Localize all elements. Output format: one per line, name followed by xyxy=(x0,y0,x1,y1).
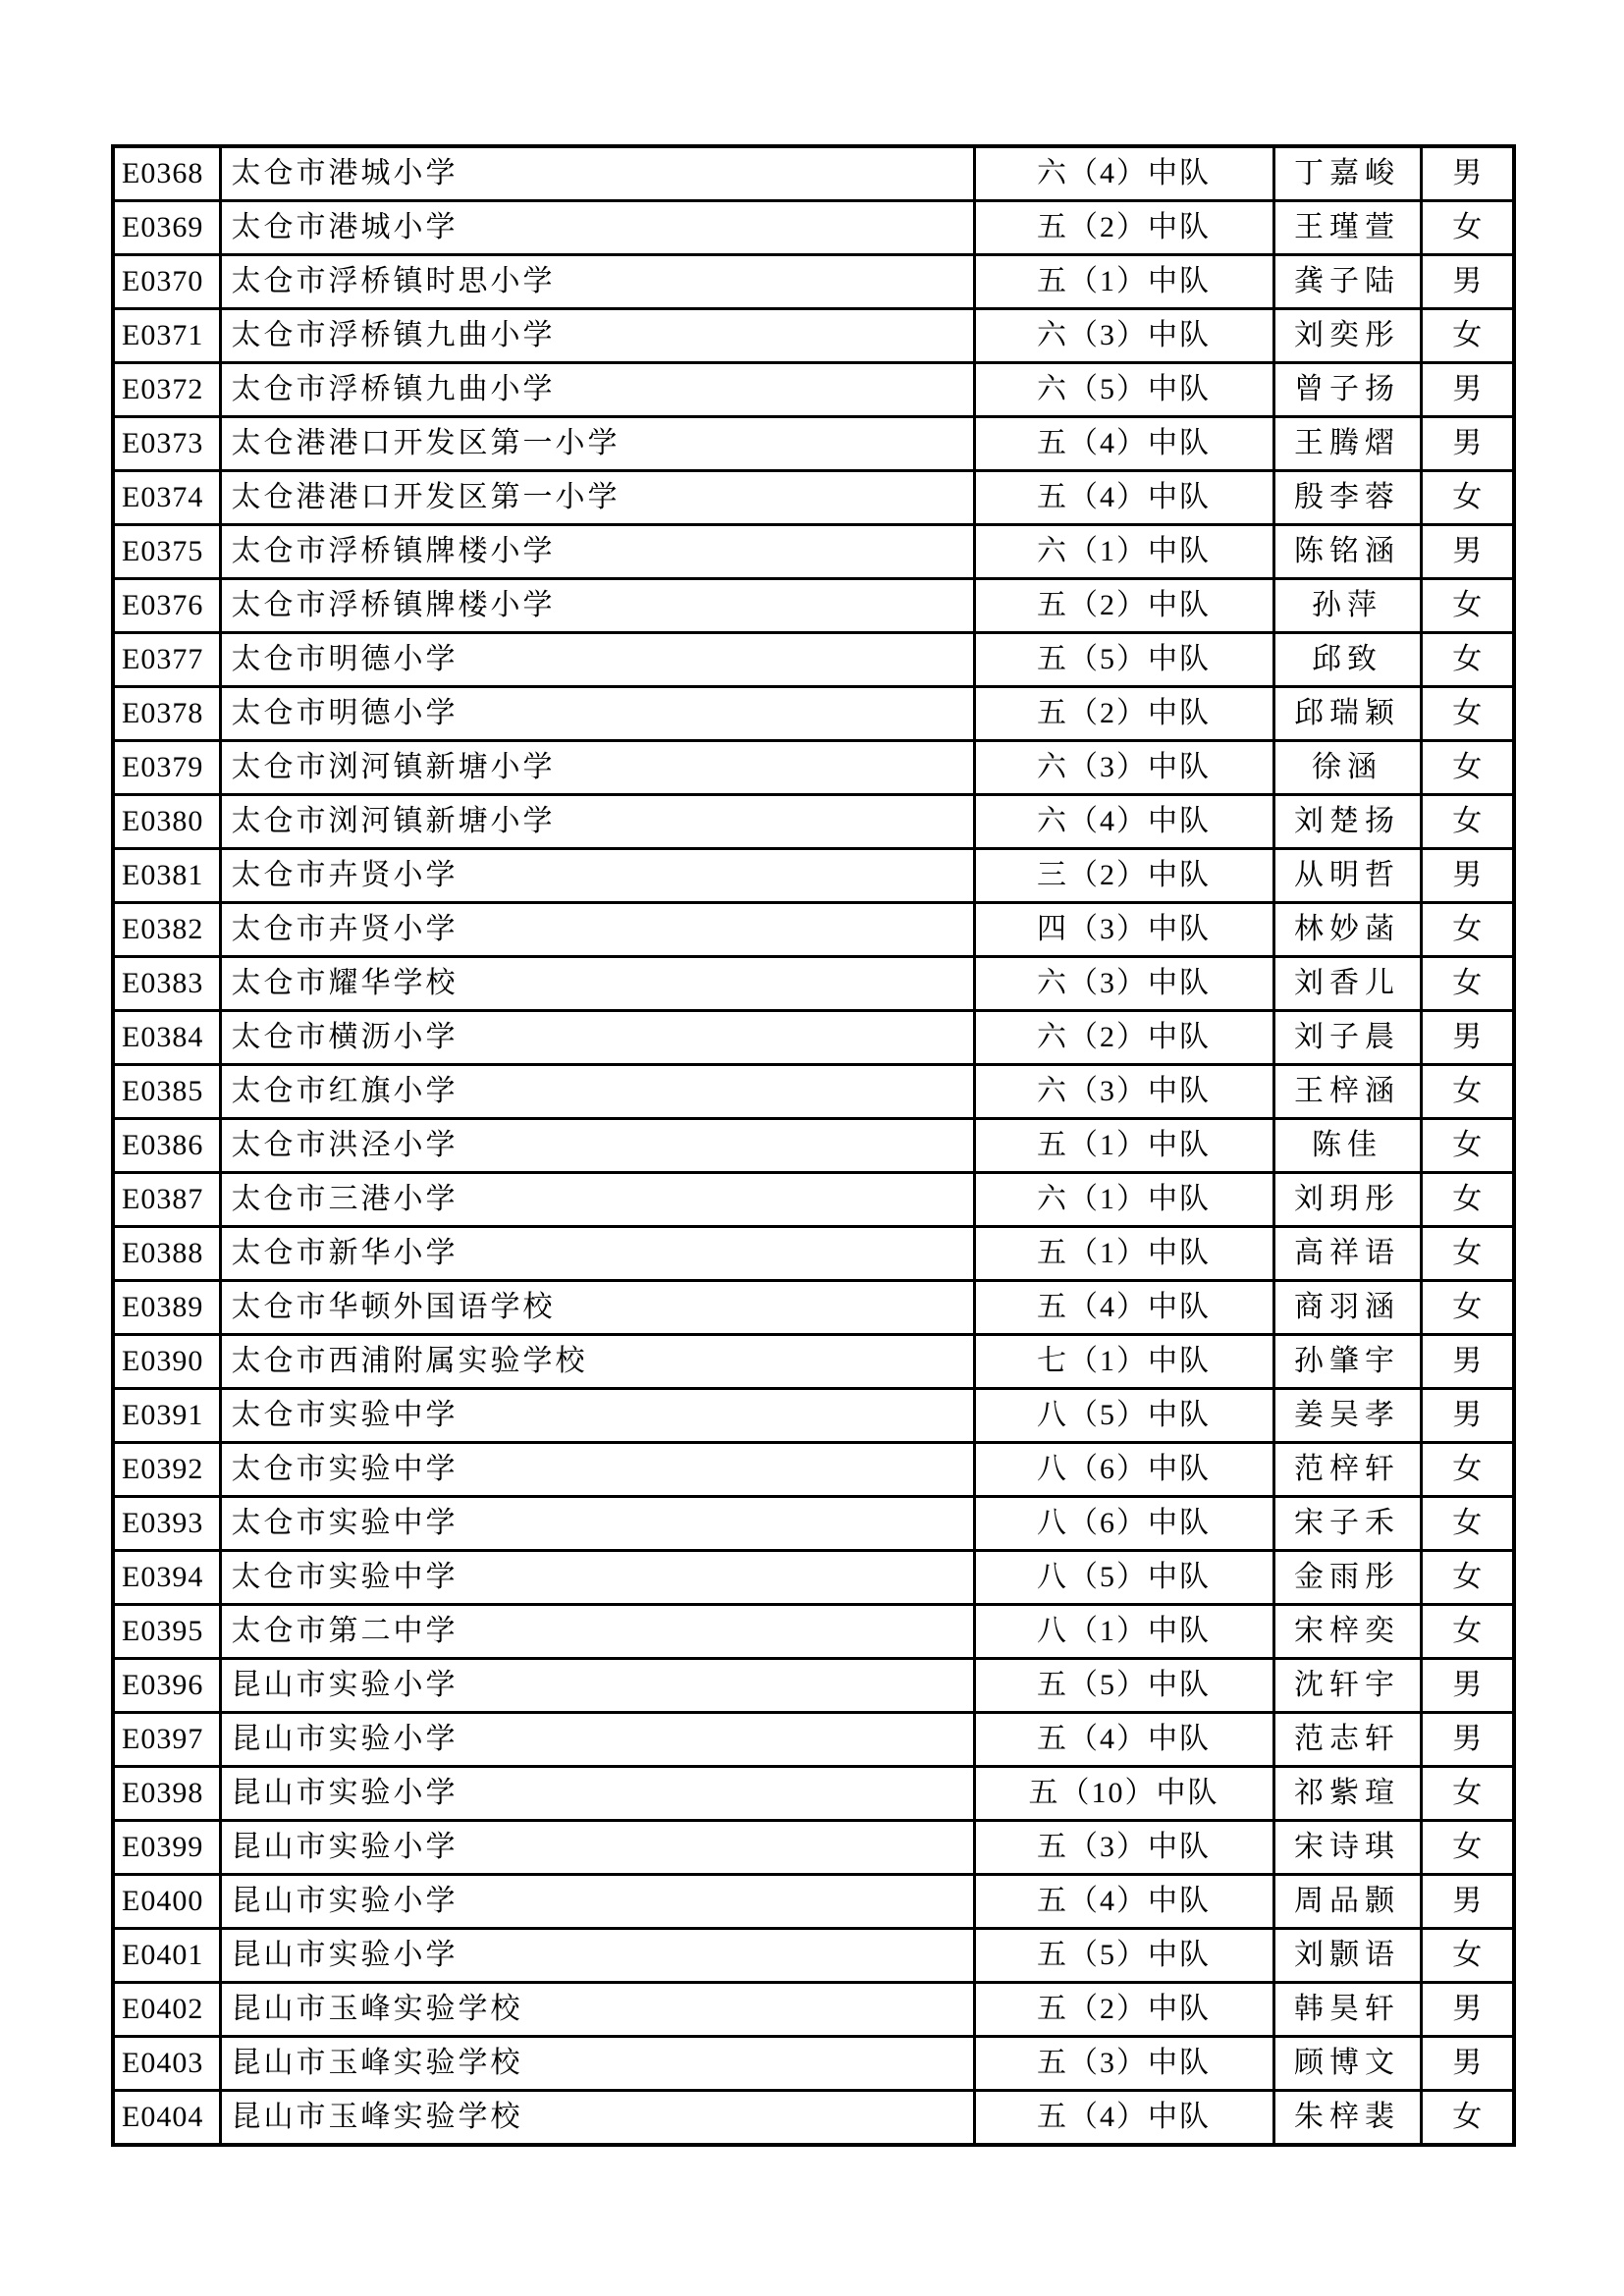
table-row xyxy=(113,471,1514,525)
table-row xyxy=(113,309,1514,363)
student-name-cell: 从明哲 xyxy=(1273,849,1421,903)
gender-cell: 女 xyxy=(1421,579,1514,633)
squad-cell: 五（1）中队 xyxy=(974,255,1273,309)
student-id-cell: E0404 xyxy=(113,2091,220,2146)
table-row xyxy=(113,1065,1514,1119)
table-row xyxy=(113,1767,1514,1821)
student-id-cell: E0376 xyxy=(113,579,220,633)
student-id-cell: E0369 xyxy=(113,201,220,255)
student-id-cell: E0397 xyxy=(113,1713,220,1767)
roster-table-body xyxy=(113,146,1514,2145)
student-id-cell: E0380 xyxy=(113,795,220,849)
student-name-cell: 朱梓裴 xyxy=(1273,2091,1421,2146)
student-id-cell: E0391 xyxy=(113,1389,220,1443)
table-row xyxy=(113,1929,1514,1983)
school-name-cell: 太仓市港城小学 xyxy=(220,201,974,255)
student-id-cell: E0382 xyxy=(113,903,220,957)
table-row xyxy=(113,1659,1514,1713)
table-row xyxy=(113,1011,1514,1065)
student-name-cell: 商羽涵 xyxy=(1273,1281,1421,1335)
table-row xyxy=(113,146,1514,201)
gender-cell: 女 xyxy=(1421,1929,1514,1983)
student-name-cell: 范志轩 xyxy=(1273,1713,1421,1767)
student-id-cell: E0368 xyxy=(113,146,220,201)
student-id-cell: E0395 xyxy=(113,1605,220,1659)
student-name-cell: 徐涵 xyxy=(1273,741,1421,795)
student-name-cell: 邱瑞颖 xyxy=(1273,687,1421,741)
gender-cell: 男 xyxy=(1421,1335,1514,1389)
student-id-cell: E0379 xyxy=(113,741,220,795)
gender-cell: 男 xyxy=(1421,1875,1514,1929)
school-name-cell: 昆山市实验小学 xyxy=(220,1713,974,1767)
student-name-cell: 邱致 xyxy=(1273,633,1421,687)
table-row xyxy=(113,903,1514,957)
table-row xyxy=(113,417,1514,471)
gender-cell: 女 xyxy=(1421,201,1514,255)
squad-cell: 五（2）中队 xyxy=(974,201,1273,255)
squad-cell: 三（2）中队 xyxy=(974,849,1273,903)
table-row xyxy=(113,687,1514,741)
gender-cell: 男 xyxy=(1421,1713,1514,1767)
student-id-cell: E0394 xyxy=(113,1551,220,1605)
squad-cell: 八（5）中队 xyxy=(974,1389,1273,1443)
student-id-cell: E0400 xyxy=(113,1875,220,1929)
school-name-cell: 太仓市浏河镇新塘小学 xyxy=(220,795,974,849)
squad-cell: 八（5）中队 xyxy=(974,1551,1273,1605)
squad-cell: 五（3）中队 xyxy=(974,2037,1273,2091)
squad-cell: 五（4）中队 xyxy=(974,1875,1273,1929)
school-name-cell: 太仓市实验中学 xyxy=(220,1497,974,1551)
school-name-cell: 昆山市实验小学 xyxy=(220,1821,974,1875)
squad-cell: 六（1）中队 xyxy=(974,525,1273,579)
student-id-cell: E0398 xyxy=(113,1767,220,1821)
table-row xyxy=(113,633,1514,687)
student-name-cell: 王梓涵 xyxy=(1273,1065,1421,1119)
table-row xyxy=(113,1875,1514,1929)
gender-cell: 女 xyxy=(1421,1065,1514,1119)
gender-cell: 男 xyxy=(1421,1011,1514,1065)
student-id-cell: E0384 xyxy=(113,1011,220,1065)
school-name-cell: 昆山市玉峰实验学校 xyxy=(220,1983,974,2037)
school-name-cell: 昆山市实验小学 xyxy=(220,1929,974,1983)
school-name-cell: 太仓市第二中学 xyxy=(220,1605,974,1659)
student-name-cell: 金雨彤 xyxy=(1273,1551,1421,1605)
school-name-cell: 昆山市实验小学 xyxy=(220,1875,974,1929)
squad-cell: 五（4）中队 xyxy=(974,1713,1273,1767)
squad-cell: 六（3）中队 xyxy=(974,309,1273,363)
student-name-cell: 刘子晨 xyxy=(1273,1011,1421,1065)
student-name-cell: 龚子陆 xyxy=(1273,255,1421,309)
squad-cell: 六（4）中队 xyxy=(974,146,1273,201)
student-name-cell: 曾子扬 xyxy=(1273,363,1421,417)
table-row xyxy=(113,1335,1514,1389)
gender-cell: 女 xyxy=(1421,687,1514,741)
school-name-cell: 太仓市华顿外国语学校 xyxy=(220,1281,974,1335)
school-name-cell: 太仓市耀华学校 xyxy=(220,957,974,1011)
student-name-cell: 陈佳 xyxy=(1273,1119,1421,1173)
student-name-cell: 姜吴孝 xyxy=(1273,1389,1421,1443)
student-name-cell: 陈铭涵 xyxy=(1273,525,1421,579)
student-id-cell: E0374 xyxy=(113,471,220,525)
table-row xyxy=(113,957,1514,1011)
student-name-cell: 沈轩宇 xyxy=(1273,1659,1421,1713)
squad-cell: 六（3）中队 xyxy=(974,1065,1273,1119)
squad-cell: 六（4）中队 xyxy=(974,795,1273,849)
student-name-cell: 王腾熠 xyxy=(1273,417,1421,471)
table-row xyxy=(113,1119,1514,1173)
student-name-cell: 祁紫瑄 xyxy=(1273,1767,1421,1821)
school-name-cell: 昆山市实验小学 xyxy=(220,1767,974,1821)
student-id-cell: E0402 xyxy=(113,1983,220,2037)
squad-cell: 五（2）中队 xyxy=(974,1983,1273,2037)
school-name-cell: 太仓市浮桥镇牌楼小学 xyxy=(220,525,974,579)
school-name-cell: 太仓市洪泾小学 xyxy=(220,1119,974,1173)
squad-cell: 八（6）中队 xyxy=(974,1497,1273,1551)
gender-cell: 女 xyxy=(1421,309,1514,363)
gender-cell: 男 xyxy=(1421,2037,1514,2091)
gender-cell: 女 xyxy=(1421,1281,1514,1335)
table-row xyxy=(113,579,1514,633)
gender-cell: 女 xyxy=(1421,903,1514,957)
student-name-cell: 殷李蓉 xyxy=(1273,471,1421,525)
student-name-cell: 韩昊轩 xyxy=(1273,1983,1421,2037)
gender-cell: 女 xyxy=(1421,1443,1514,1497)
table-row xyxy=(113,1389,1514,1443)
student-name-cell: 范梓轩 xyxy=(1273,1443,1421,1497)
school-name-cell: 太仓市实验中学 xyxy=(220,1443,974,1497)
gender-cell: 女 xyxy=(1421,1119,1514,1173)
squad-cell: 五（10）中队 xyxy=(974,1767,1273,1821)
gender-cell: 男 xyxy=(1421,525,1514,579)
student-name-cell: 刘楚扬 xyxy=(1273,795,1421,849)
student-name-cell: 孙肇宇 xyxy=(1273,1335,1421,1389)
school-name-cell: 昆山市玉峰实验学校 xyxy=(220,2091,974,2146)
school-name-cell: 太仓市红旗小学 xyxy=(220,1065,974,1119)
gender-cell: 女 xyxy=(1421,1821,1514,1875)
table-row xyxy=(113,741,1514,795)
student-id-cell: E0390 xyxy=(113,1335,220,1389)
table-row xyxy=(113,2091,1514,2146)
school-name-cell: 太仓港港口开发区第一小学 xyxy=(220,471,974,525)
table-row xyxy=(113,795,1514,849)
student-id-cell: E0401 xyxy=(113,1929,220,1983)
student-id-cell: E0372 xyxy=(113,363,220,417)
gender-cell: 男 xyxy=(1421,849,1514,903)
school-name-cell: 太仓市港城小学 xyxy=(220,146,974,201)
gender-cell: 女 xyxy=(1421,471,1514,525)
squad-cell: 七（1）中队 xyxy=(974,1335,1273,1389)
squad-cell: 五（1）中队 xyxy=(974,1227,1273,1281)
table-row xyxy=(113,255,1514,309)
school-name-cell: 昆山市玉峰实验学校 xyxy=(220,2037,974,2091)
table-row xyxy=(113,849,1514,903)
gender-cell: 男 xyxy=(1421,255,1514,309)
gender-cell: 男 xyxy=(1421,363,1514,417)
student-name-cell: 周品颢 xyxy=(1273,1875,1421,1929)
gender-cell: 女 xyxy=(1421,1605,1514,1659)
gender-cell: 女 xyxy=(1421,2091,1514,2146)
school-name-cell: 太仓市浮桥镇牌楼小学 xyxy=(220,579,974,633)
gender-cell: 女 xyxy=(1421,957,1514,1011)
student-id-cell: E0373 xyxy=(113,417,220,471)
squad-cell: 八（6）中队 xyxy=(974,1443,1273,1497)
squad-cell: 五（3）中队 xyxy=(974,1821,1273,1875)
school-name-cell: 太仓港港口开发区第一小学 xyxy=(220,417,974,471)
student-id-cell: E0392 xyxy=(113,1443,220,1497)
squad-cell: 五（5）中队 xyxy=(974,1659,1273,1713)
squad-cell: 六（2）中队 xyxy=(974,1011,1273,1065)
table-row xyxy=(113,1713,1514,1767)
squad-cell: 四（3）中队 xyxy=(974,903,1273,957)
student-name-cell: 孙萍 xyxy=(1273,579,1421,633)
student-id-cell: E0371 xyxy=(113,309,220,363)
student-id-cell: E0399 xyxy=(113,1821,220,1875)
student-name-cell: 高祥语 xyxy=(1273,1227,1421,1281)
school-name-cell: 太仓市新华小学 xyxy=(220,1227,974,1281)
squad-cell: 六（1）中队 xyxy=(974,1173,1273,1227)
squad-cell: 五（4）中队 xyxy=(974,1281,1273,1335)
student-name-cell: 宋子禾 xyxy=(1273,1497,1421,1551)
student-id-cell: E0387 xyxy=(113,1173,220,1227)
student-id-cell: E0393 xyxy=(113,1497,220,1551)
squad-cell: 五（4）中队 xyxy=(974,471,1273,525)
school-name-cell: 太仓市实验中学 xyxy=(220,1389,974,1443)
student-name-cell: 顾博文 xyxy=(1273,2037,1421,2091)
student-id-cell: E0403 xyxy=(113,2037,220,2091)
squad-cell: 五（2）中队 xyxy=(974,687,1273,741)
squad-cell: 五（1）中队 xyxy=(974,1119,1273,1173)
table-row xyxy=(113,1605,1514,1659)
school-name-cell: 太仓市明德小学 xyxy=(220,633,974,687)
student-id-cell: E0370 xyxy=(113,255,220,309)
student-name-cell: 王瑾萱 xyxy=(1273,201,1421,255)
school-name-cell: 昆山市实验小学 xyxy=(220,1659,974,1713)
gender-cell: 女 xyxy=(1421,1551,1514,1605)
table-row xyxy=(113,1281,1514,1335)
gender-cell: 男 xyxy=(1421,1983,1514,2037)
student-name-cell: 刘香儿 xyxy=(1273,957,1421,1011)
school-name-cell: 太仓市浮桥镇时思小学 xyxy=(220,255,974,309)
school-name-cell: 太仓市浮桥镇九曲小学 xyxy=(220,363,974,417)
school-name-cell: 太仓市卉贤小学 xyxy=(220,903,974,957)
student-id-cell: E0377 xyxy=(113,633,220,687)
table-row xyxy=(113,1443,1514,1497)
squad-cell: 五（2）中队 xyxy=(974,579,1273,633)
squad-cell: 五（5）中队 xyxy=(974,1929,1273,1983)
table-row xyxy=(113,1821,1514,1875)
gender-cell: 女 xyxy=(1421,1767,1514,1821)
school-name-cell: 太仓市实验中学 xyxy=(220,1551,974,1605)
school-name-cell: 太仓市卉贤小学 xyxy=(220,849,974,903)
student-id-cell: E0375 xyxy=(113,525,220,579)
student-name-cell: 宋诗琪 xyxy=(1273,1821,1421,1875)
student-id-cell: E0385 xyxy=(113,1065,220,1119)
squad-cell: 五（4）中队 xyxy=(974,417,1273,471)
squad-cell: 六（5）中队 xyxy=(974,363,1273,417)
student-name-cell: 林妙菡 xyxy=(1273,903,1421,957)
student-name-cell: 宋梓奕 xyxy=(1273,1605,1421,1659)
gender-cell: 女 xyxy=(1421,1497,1514,1551)
squad-cell: 六（3）中队 xyxy=(974,957,1273,1011)
gender-cell: 男 xyxy=(1421,417,1514,471)
school-name-cell: 太仓市浏河镇新塘小学 xyxy=(220,741,974,795)
gender-cell: 男 xyxy=(1421,146,1514,201)
squad-cell: 六（3）中队 xyxy=(974,741,1273,795)
student-name-cell: 丁嘉峻 xyxy=(1273,146,1421,201)
gender-cell: 男 xyxy=(1421,1659,1514,1713)
gender-cell: 女 xyxy=(1421,1227,1514,1281)
table-row xyxy=(113,2037,1514,2091)
gender-cell: 女 xyxy=(1421,741,1514,795)
gender-cell: 女 xyxy=(1421,795,1514,849)
student-id-cell: E0381 xyxy=(113,849,220,903)
table-row xyxy=(113,1983,1514,2037)
table-row xyxy=(113,201,1514,255)
table-row xyxy=(113,1227,1514,1281)
gender-cell: 女 xyxy=(1421,633,1514,687)
student-roster-table xyxy=(111,144,1516,2147)
school-name-cell: 太仓市西浦附属实验学校 xyxy=(220,1335,974,1389)
table-row xyxy=(113,1173,1514,1227)
student-name-cell: 刘奕彤 xyxy=(1273,309,1421,363)
table-row xyxy=(113,1497,1514,1551)
gender-cell: 男 xyxy=(1421,1389,1514,1443)
student-id-cell: E0389 xyxy=(113,1281,220,1335)
student-id-cell: E0396 xyxy=(113,1659,220,1713)
table-row xyxy=(113,525,1514,579)
student-id-cell: E0386 xyxy=(113,1119,220,1173)
squad-cell: 八（1）中队 xyxy=(974,1605,1273,1659)
student-id-cell: E0383 xyxy=(113,957,220,1011)
table-row xyxy=(113,1551,1514,1605)
student-id-cell: E0388 xyxy=(113,1227,220,1281)
school-name-cell: 太仓市横沥小学 xyxy=(220,1011,974,1065)
squad-cell: 五（4）中队 xyxy=(974,2091,1273,2146)
student-id-cell: E0378 xyxy=(113,687,220,741)
squad-cell: 五（5）中队 xyxy=(974,633,1273,687)
school-name-cell: 太仓市浮桥镇九曲小学 xyxy=(220,309,974,363)
gender-cell: 女 xyxy=(1421,1173,1514,1227)
student-name-cell: 刘玥彤 xyxy=(1273,1173,1421,1227)
school-name-cell: 太仓市明德小学 xyxy=(220,687,974,741)
student-name-cell: 刘颢语 xyxy=(1273,1929,1421,1983)
school-name-cell: 太仓市三港小学 xyxy=(220,1173,974,1227)
table-row xyxy=(113,363,1514,417)
